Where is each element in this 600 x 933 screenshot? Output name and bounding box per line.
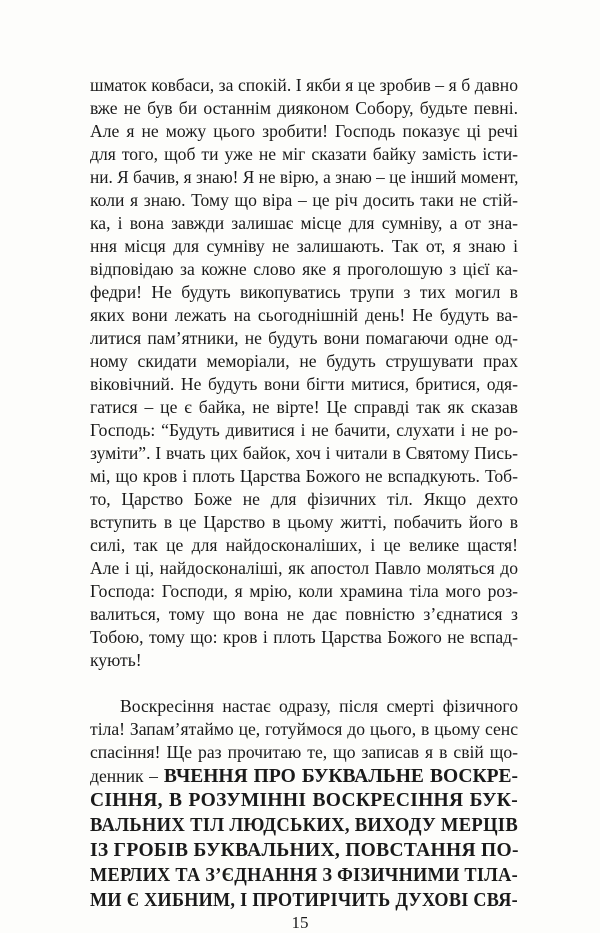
text-line: гатися – це є байка, не вірте! Це справді так як сказав — [90, 397, 518, 417]
text-line: коли я знаю. Тому що віра – це річ досить таки не стій- — [90, 190, 518, 210]
text-line: тіла! Запам’ятаймо це, готуймося до цього, в цьому сенс — [90, 719, 518, 739]
text-line: вже не був би останнім дияконом Собору, будьте певні. — [90, 98, 518, 118]
text-line: шматок ковбаси, за спокій. І якби я це зробив – я б давно — [90, 75, 518, 95]
text-line: Тобою, тому що: кров і плоть Царства Божого не вспад- — [90, 627, 518, 647]
page-number: 15 — [291, 913, 309, 932]
text-line: відповідаю за кожне слово яке я проголошую з цієї ка- — [90, 259, 518, 279]
text-line: Воскресіння настає одразу, після смерті фізичного — [120, 696, 518, 716]
text-normal-part: денник – — [90, 766, 158, 786]
text-line-bold: СІННЯ, В РОЗУМІННІ ВОСКРЕСІННЯ БУК- — [90, 790, 518, 811]
text-line: ному скидати меморіали, не будуть струшувати прах — [90, 351, 518, 371]
text-line-mixed — [90, 765, 518, 788]
text-line: вступить в це Царство в цьому житті, побачить його в — [90, 512, 518, 532]
text-line: ка, і вона завжди залишає місце для сумніву, а от зна- — [90, 213, 518, 233]
text-bold-part: ВЧЕННЯ ПРО БУКВАЛЬНЕ ВОСКРЕ- — [157, 766, 519, 787]
text-line: мі, що кров і плоть Царства Божого не вспадкують. Тоб- — [90, 466, 518, 486]
text-line: силі, так це для найдосконаліших, і це велике щастя! — [90, 535, 518, 555]
text-line: то, Царство Боже не для фізичних тіл. Якщо дехто — [90, 489, 518, 509]
text-line-bold: МЕРЛИХ ТА З’ЄДНАННЯ З ФІЗИЧНИМИ ТІЛА- — [90, 865, 518, 886]
text-line: литися пам’ятники, не будуть вони помагаючи одне од- — [90, 328, 518, 348]
text-line-bold: ІЗ ГРОБІВ БУКВАЛЬНИХ, ПОВСТАННЯ ПО- — [90, 840, 519, 861]
text-line: Але і ці, найдосконаліші, як апостол Павло моляться до — [90, 558, 518, 578]
text-line: віковічний. Не будуть вони бігти митися, бритися, одя- — [90, 374, 518, 394]
text-line: валиться, тому що вона не дає повністю з’єднатися з — [90, 604, 518, 624]
text-line-bold: МИ Є ХИБНИМ, І ПРОТИРІЧИТЬ ДУХОВІ СВЯ- — [90, 890, 518, 911]
text-line: Господь: “Будуть дивитися і не бачити, слухати і не ро- — [90, 420, 518, 440]
text-line: яких вони лежать на сьогоднішній день! Не будуть ва- — [90, 305, 518, 325]
text-line: для того, щоб ти уже не міг сказати байку замість істи- — [90, 144, 518, 164]
text-line: спасіння! Ще раз прочитаю те, що записав я в свій що- — [90, 742, 518, 762]
text-line-bold: ВАЛЬНИХ ТІЛ ЛЮДСЬКИХ, ВИХОДУ МЕРЦІВ — [90, 815, 519, 836]
text-line: Господа: Господи, я мрію, коли храмина тіла мого роз- — [90, 581, 518, 601]
text-line: кують! — [90, 650, 142, 670]
text-line: ни. Я бачив, я знаю! Я не вірю, а знаю – це інший момент, — [90, 167, 519, 187]
text-line: ння місця для сумніву не залишають. Так от, я знаю і — [90, 236, 518, 256]
text-line: федри! Не будуть викопуватись трупи з тих могил в — [90, 282, 518, 302]
text-line: Але я не можу цього зробити! Господь показує ці речі — [90, 121, 518, 141]
text-line: зуміти”. І вчать цих байок, хоч і читали в Святому Пись- — [90, 443, 518, 463]
